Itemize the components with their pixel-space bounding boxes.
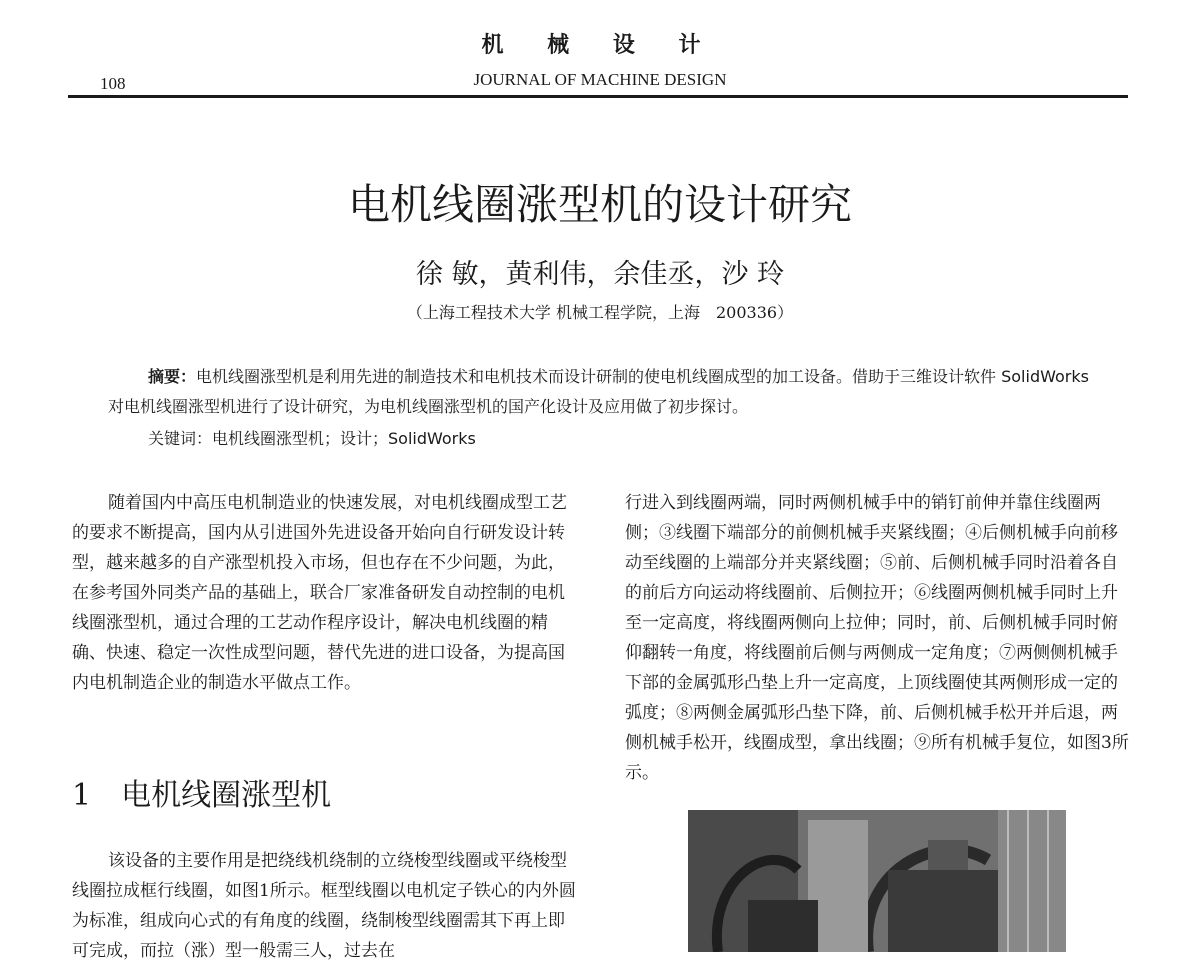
keywords [148, 426, 476, 449]
keywords-label: 关键词： [148, 429, 213, 448]
section-title: 电机线圈涨型机 [121, 778, 332, 813]
body-paragraph-intro: 随着国内中高压电机制造业的快速发展，对电机线圈成型工艺的要求不断提高，国内从引进国外先进设备开始向自行研发设计转型，越来越多的自产涨型机投入市场，但也存在不少问题，为此，在参考国外同类产品的基础上，联合厂家准备研发自动控制的电机线圈涨型机，通过合理的工艺动作程序设计，解决电机线圈的精确、快速、稳定一次性成型问题，替代先进的进口设备，为提高国内电机制造企业的制造水平做点工作。 [72, 493, 567, 693]
figure-machine-photo [688, 810, 1066, 952]
header-rule [68, 95, 1128, 98]
body-paragraph-section1: 该设备的主要作用是把绕线机绕制的立绕梭型线圈或平绕梭型线圈拉成框行线圈，如图1所示。框型线圈以电机定子铁心的内外圆为标准，组成向心式的有角度的线圈，绕制梭型线圈需其下再上即可完成，而拉（涨）型一般需三人，过去在 [72, 851, 576, 961]
keywords-text: 电机线圈涨型机；设计；SolidWorks [212, 429, 476, 448]
machine-photo-illustration [688, 810, 1066, 952]
page-number: 108 [100, 74, 126, 93]
paper-affiliation: （上海工程技术大学 机械工程学院，上海 200336） [406, 303, 794, 322]
abstract-text: 电机线圈涨型机是利用先进的制造技术和电机技术而设计研制的使电机线圈成型的加工设备。借助于三维设计软件 SolidWorks 对电机线圈涨型机进行了设计研究，为电机线圈涨型机的国产化设计及应用做了初步探讨。 [108, 367, 1089, 416]
section-heading [72, 770, 331, 814]
section-number: 1 [72, 778, 92, 813]
abstract [108, 362, 1098, 422]
body-paragraph-right: 行进入到线圈两端，同时两侧机械手中的销钉前伸并靠住线圈两侧；③线圈下端部分的前侧机械手夹紧线圈；④后侧机械手向前移动至线圈的上端部分并夹紧线圈；⑤前、后侧机械手同时沿着各自的前后方向运动将线圈前、后侧拉开；⑥线圈两侧机械手同时上升至一定高度，将线圈两侧向上拉伸；同时，前、后侧机械手同时俯仰翻转一角度，将线圈前后侧与两侧成一定角度；⑦两侧侧机械手下部的金属弧形凸垫上升一定高度，上顶线圈使其两侧形成一定的弧度；⑧两侧金属弧形凸垫下降，前、后侧机械手松开并后退，两侧机械手松开，线圈成型，拿出线圈；⑨所有机械手复位，如图3所示。 [625, 493, 1129, 783]
paper-title: 电机线圈涨型机的设计研究 [347, 180, 852, 229]
abstract-label: 摘要： [148, 367, 197, 386]
journal-title-cn: 机 械 设 计 [481, 32, 719, 58]
paper-authors: 徐 敏，黄利伟，余佳丞，沙 玲 [415, 259, 785, 290]
journal-title-en: JOURNAL OF MACHINE DESIGN [473, 70, 727, 89]
